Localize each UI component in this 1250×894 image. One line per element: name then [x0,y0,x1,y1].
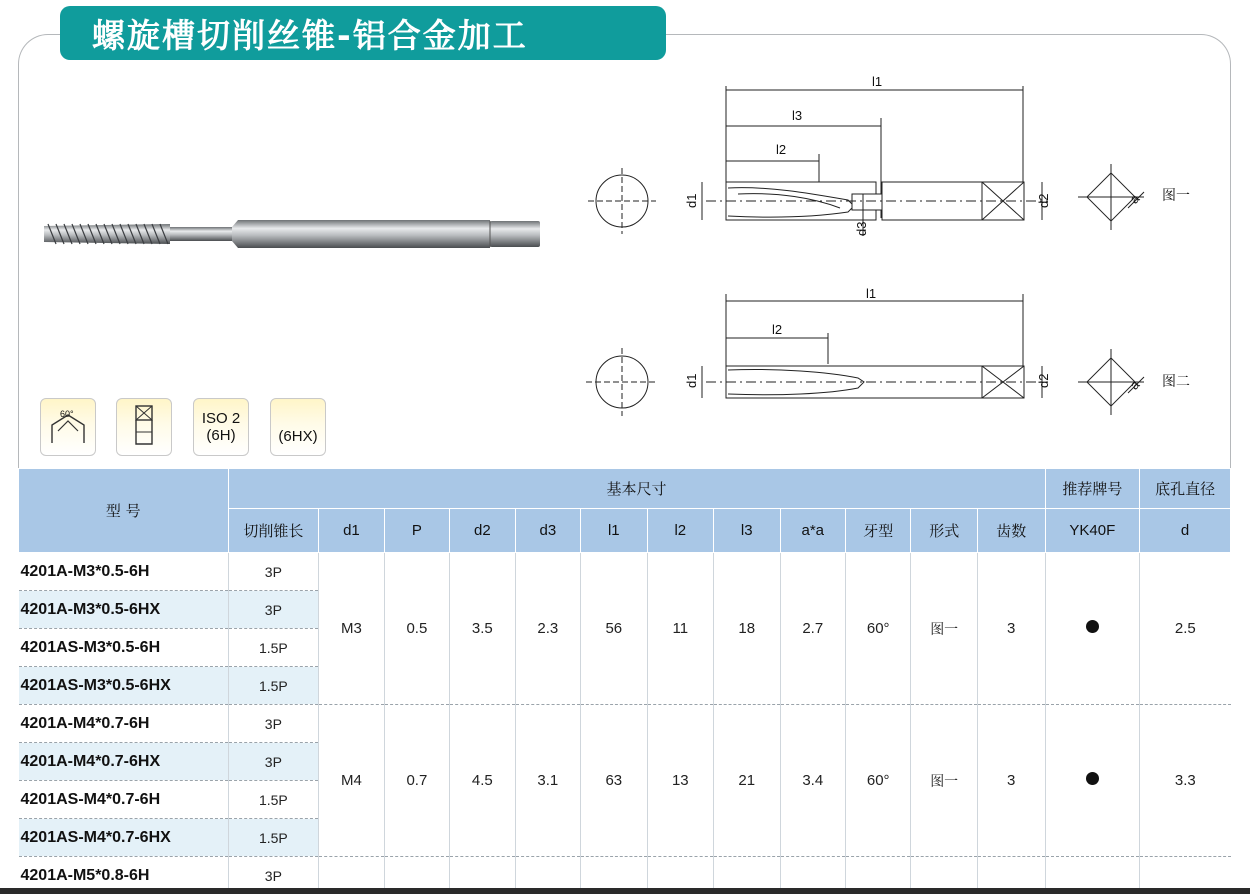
hole-cell: 3.3 [1140,705,1231,857]
iso-2-6h-icon: ISO 2 (6H) [193,398,249,456]
fig1-label: 图一 [1162,188,1190,204]
header-l2: l2 [647,509,713,553]
header-hole: 底孔直径 [1140,469,1231,509]
thread-cell: 60° [845,553,910,705]
cone-cell: 3P [228,857,319,894]
dim-l1: l1 [872,74,883,89]
tap-photo [42,208,542,258]
header-aa: a*a [780,509,845,553]
d2-cell: 3.5 [450,553,515,705]
model-cell: 4201A-M3*0.5-6HX [19,591,229,629]
dim-l2-fig2: l2 [772,322,783,337]
dim-d1: d1 [684,193,699,208]
model-cell: 4201AS-M3*0.5-6H [19,629,229,667]
header-hole-sub: d [1140,509,1231,553]
brand-mark [1086,772,1099,785]
model-cell: 4201A-M5*0.8-6H [19,857,229,894]
cone-cell: 3P [228,705,319,743]
header-l3: l3 [714,509,780,553]
model-cell: 4201A-M3*0.5-6H [19,553,229,591]
header-d2: d2 [450,509,515,553]
form-cell: 图一 [911,705,977,857]
table-row [19,553,1231,591]
l3-cell: 21 [714,705,780,857]
teeth-cell: 3 [977,553,1045,705]
teeth-cell: 3 [977,705,1045,857]
cone-cell: 1.5P [228,781,319,819]
model-cell: 4201AS-M4*0.7-6H [19,781,229,819]
header-d1: d1 [319,509,384,553]
model-cell: 4201AS-M4*0.7-6HX [19,819,229,857]
header-model: 型 号 [19,469,229,553]
6hx-icon: (6HX) [270,398,326,456]
table-row [19,705,1231,743]
dim-d2-fig2: d2 [1036,373,1051,388]
header-p: P [384,509,449,553]
header-teeth: 齿数 [977,509,1045,553]
d1-cell: M3 [319,553,384,705]
recommended-dot-icon [1045,705,1140,857]
drawing-fig1 [588,86,1144,236]
brand-mark [1086,620,1099,633]
p-cell: 0.5 [384,553,449,705]
header-brand: 推荐牌号 [1045,469,1140,509]
dim-a-fig2: a [1126,376,1143,393]
dim-d3: d3 [854,221,869,236]
header-brand-sub: YK40F [1045,509,1140,553]
title-banner [60,6,666,60]
fig2-label: 图二 [1162,374,1190,390]
header-thread: 牙型 [845,509,910,553]
header-form: 形式 [911,509,977,553]
l3-cell: 18 [714,553,780,705]
drawing-fig2 [586,294,1144,416]
d3-cell: 2.3 [515,553,580,705]
dim-l1-fig2: l1 [866,286,877,301]
d3-cell: 3.1 [515,705,580,857]
cone-cell: 3P [228,553,319,591]
thread-cell: 60° [845,705,910,857]
page-title: 螺旋槽切削丝锥-铝合金加工 [92,15,528,55]
recommended-dot-icon [1045,553,1140,705]
header-basic-dimensions: 基本尺寸 [228,469,1045,509]
form-cell: 图一 [911,553,977,705]
aa-cell: 2.7 [780,553,845,705]
page-bottom-edge [0,888,1250,894]
dim-a: a [1126,190,1143,207]
dim-d2: d2 [1036,193,1051,208]
aa-cell: 3.4 [780,705,845,857]
dim-l3: l3 [792,108,803,123]
60-degree-thread-icon [40,398,96,456]
model-cell: 4201AS-M3*0.5-6HX [19,667,229,705]
d1-cell: M4 [319,705,384,857]
technical-drawings [578,68,1230,448]
cone-cell: 1.5P [228,667,319,705]
l1-cell: 63 [581,705,647,857]
square-shank-icon [116,398,172,456]
header-d3: d3 [515,509,580,553]
svg-text:60°: 60° [60,409,74,419]
l2-cell: 11 [647,553,713,705]
dim-l2: l2 [776,142,787,157]
cone-cell: 3P [228,591,319,629]
spec-table [18,468,1231,894]
l1-cell: 56 [581,553,647,705]
cone-cell: 1.5P [228,819,319,857]
model-cell: 4201A-M4*0.7-6H [19,705,229,743]
header-l1: l1 [581,509,647,553]
l2-cell: 13 [647,705,713,857]
p-cell: 0.7 [384,705,449,857]
cone-cell: 3P [228,743,319,781]
hole-cell: 2.5 [1140,553,1231,705]
cone-cell: 1.5P [228,629,319,667]
dim-d1-fig2: d1 [684,373,699,388]
model-cell: 4201A-M4*0.7-6HX [19,743,229,781]
d2-cell: 4.5 [450,705,515,857]
header-cone-length: 切削锥长 [228,509,319,553]
